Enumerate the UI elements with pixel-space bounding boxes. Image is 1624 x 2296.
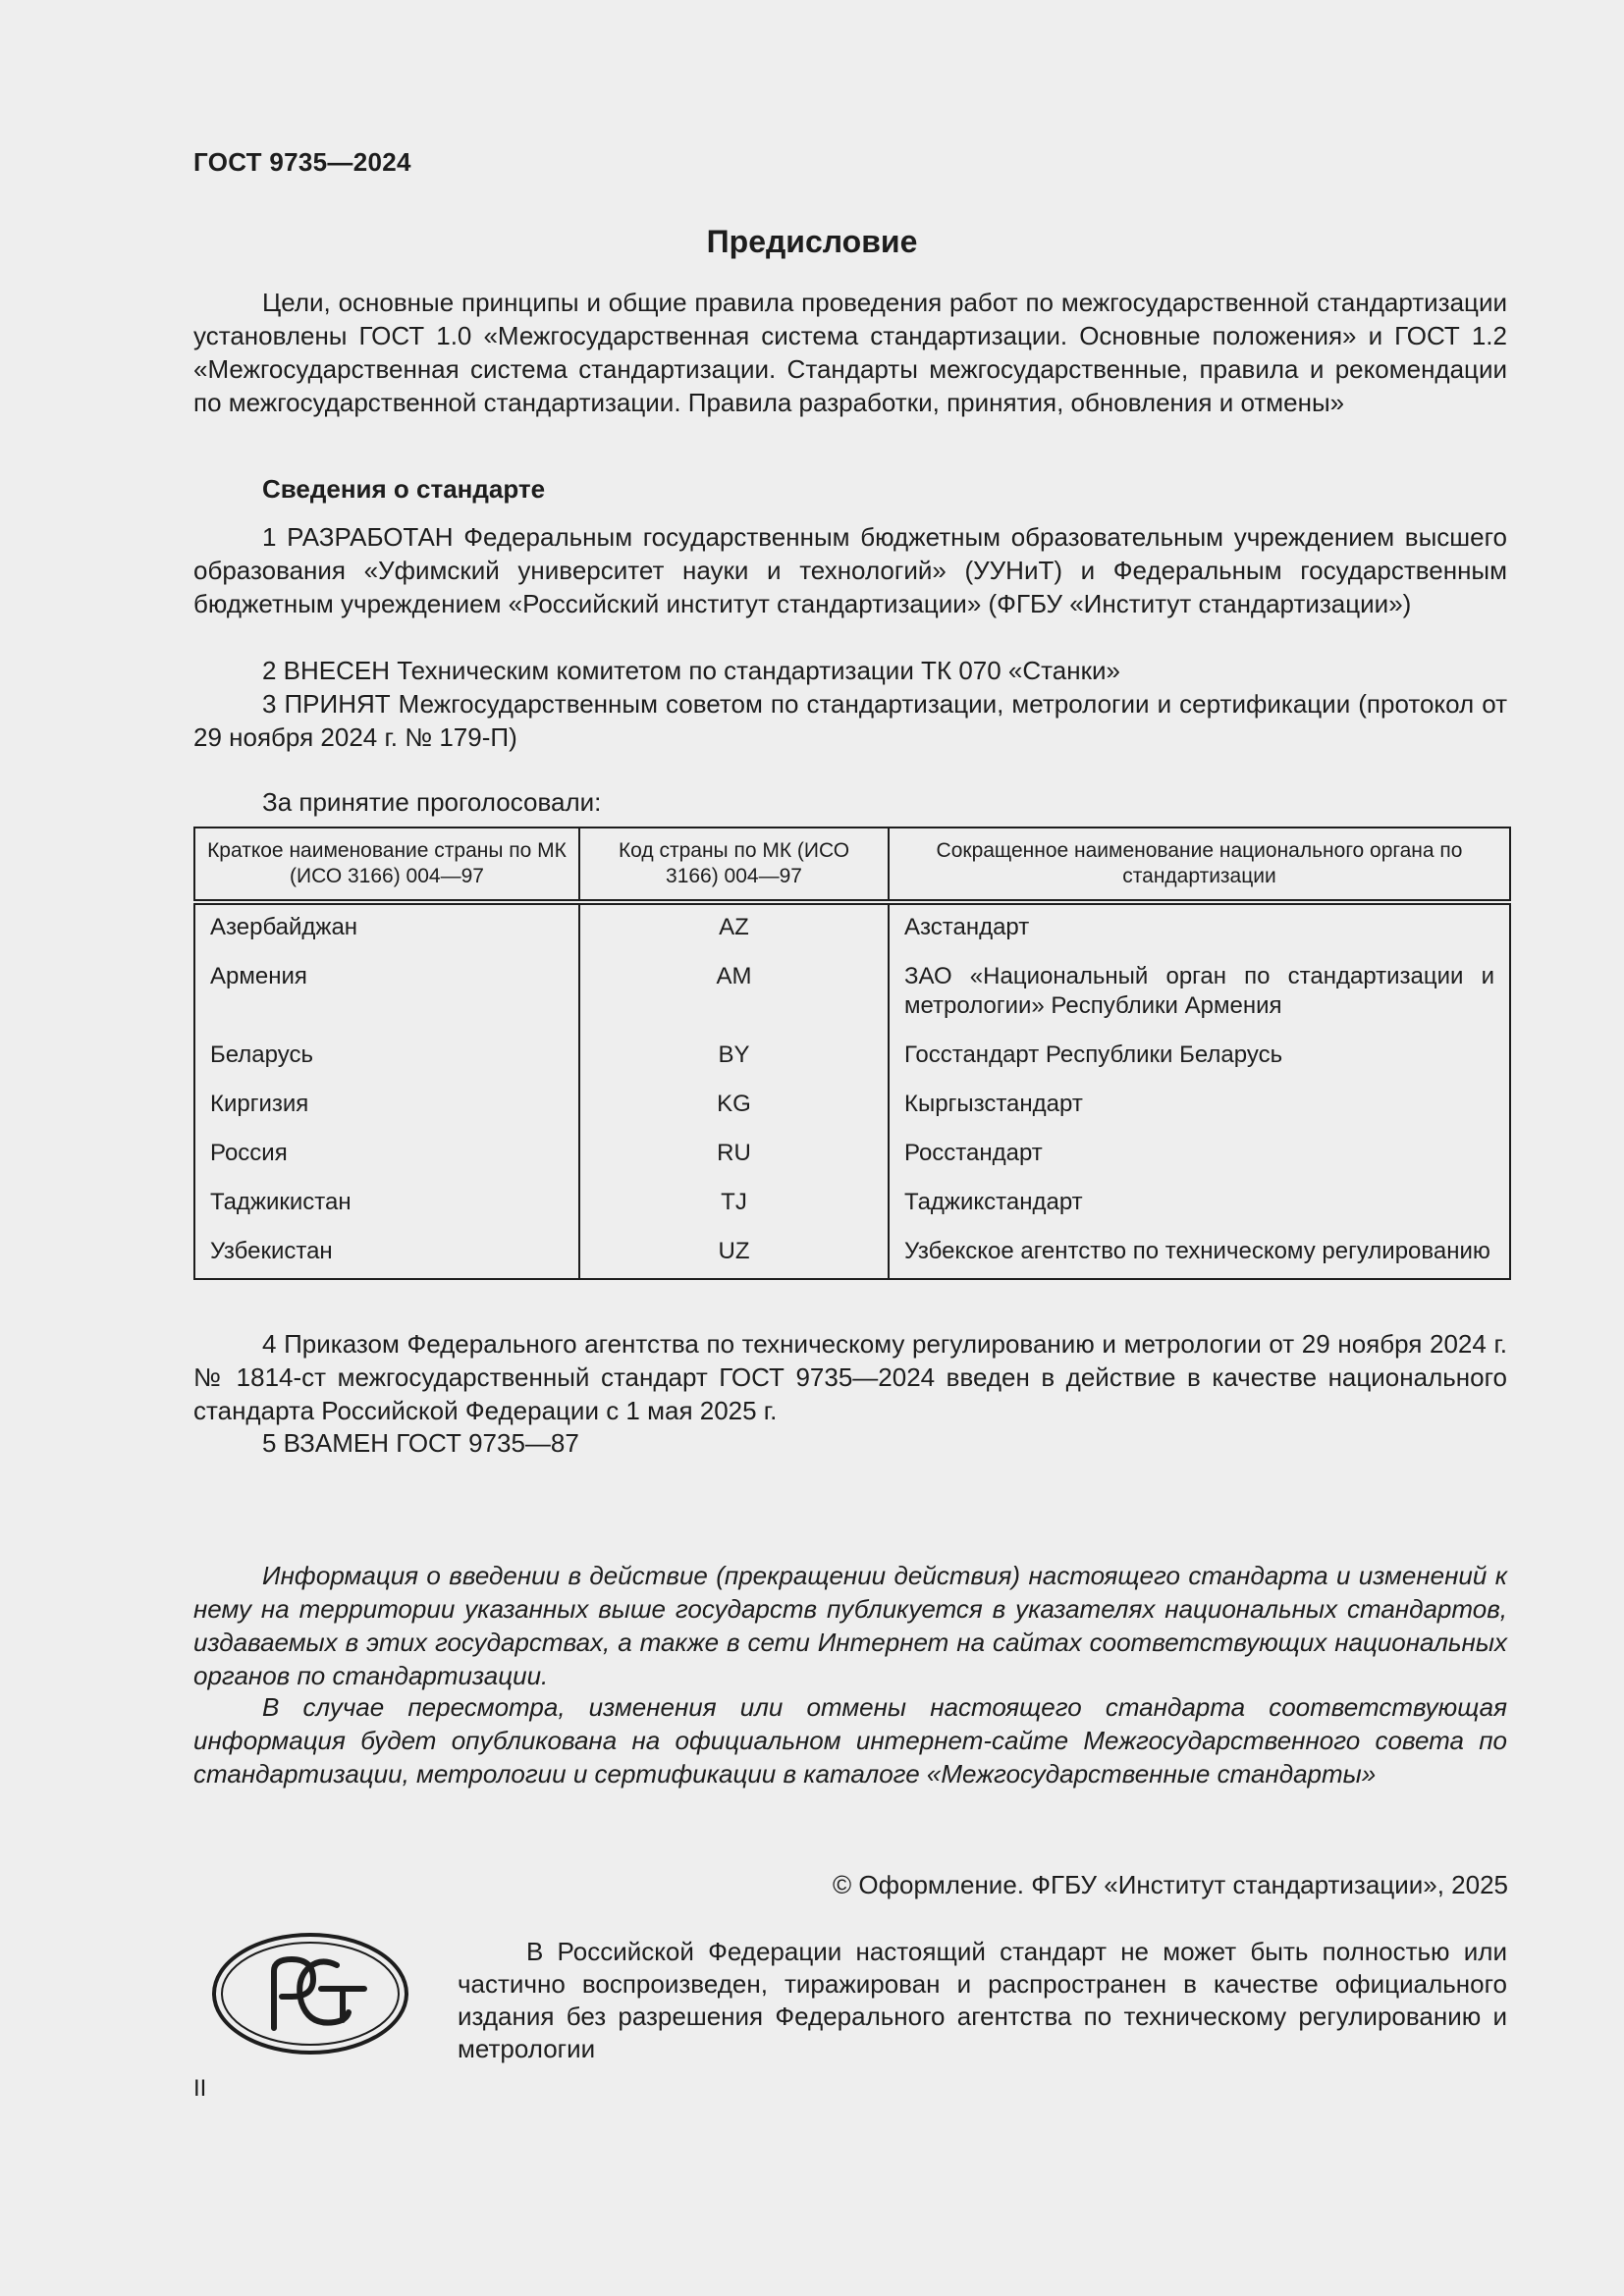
table-row: [194, 962, 1510, 1041]
cell-country: Таджикистан: [194, 1188, 579, 1237]
cell-code: UZ: [579, 1237, 889, 1279]
cell-national-body: Кыргызстандарт: [889, 1090, 1510, 1139]
header-national-body: Сокращенное наименование национального органа по стандартизации: [889, 828, 1510, 902]
cell-code: KG: [579, 1090, 889, 1139]
copyright-notice: В Российской Федерации настоящий стандарт не может быть полностью или частично воспроизведен, тиражирован и распространен в качестве официального издания без разрешения Федерального агентства по техническому регулированию и метрологии: [458, 1937, 1507, 2063]
preface-title: Предисловие: [706, 224, 918, 259]
table-row: [194, 1090, 1510, 1139]
voting-countries-table: [193, 827, 1511, 1280]
cell-code: RU: [579, 1139, 889, 1188]
header-code: Код страны по МК (ИСО 3166) 004—97: [579, 828, 889, 902]
cell-country: Азербайджан: [194, 902, 579, 962]
table-row: [194, 1139, 1510, 1188]
table-row: [194, 1237, 1510, 1279]
cell-code: BY: [579, 1041, 889, 1090]
cell-code: TJ: [579, 1188, 889, 1237]
table-header-row: [194, 828, 1510, 902]
cell-national-body: ЗАО «Национальный орган по стандартизации и метрологии» Республики Армения: [889, 962, 1510, 1041]
cell-country: Киргизия: [194, 1090, 579, 1139]
table-row: [194, 1188, 1510, 1237]
cell-country: Россия: [194, 1139, 579, 1188]
cell-national-body: Узбекское агентство по техническому регулированию: [889, 1237, 1510, 1279]
info-item-2: 2 ВНЕСЕН Техническим комитетом по стандартизации ТК 070 «Станки»: [262, 656, 1120, 685]
cell-national-body: Азстандарт: [889, 902, 1510, 962]
info-note-1: Информация о введении в действие (прекращении действия) настоящего стандарта и изменений к нему на территории указанных выше государств публикуется в указателях национальных стандартов, издаваемых в этих государствах, а также в сети Интернет на сайтах соответствующих национальных органов по стандартизации.: [193, 1561, 1507, 1690]
standard-info-heading: Сведения о стандарте: [262, 474, 546, 504]
info-item-5: 5 ВЗАМЕН ГОСТ 9735—87: [262, 1428, 579, 1458]
table-row: [194, 1041, 1510, 1090]
copyright-line: © Оформление. ФГБУ «Институт стандартизации», 2025: [833, 1870, 1508, 1899]
table-row: [194, 902, 1510, 962]
info-item-4: 4 Приказом Федерального агентства по техническому регулированию и метрологии от 29 ноября 2024 г. № 1814-ст межгосударственный стандарт ГОСТ 9735—2024 введен в действие в качестве национального стандарта Российской Федерации с 1 мая 2025 г.: [193, 1329, 1507, 1425]
cell-national-body: Росстандарт: [889, 1139, 1510, 1188]
cell-country: Узбекистан: [194, 1237, 579, 1279]
voted-label: За принятие проголосовали:: [262, 787, 602, 817]
rst-certification-mark-icon: [211, 1932, 409, 2056]
cell-country: Армения: [194, 962, 579, 1041]
preface-intro: Цели, основные принципы и общие правила проведения работ по межгосударственной стандартизации установлены ГОСТ 1.0 «Межгосударственная система стандартизации. Основные положения» и ГОСТ 1.2 «Межгосударственная система стандартизации. Стандарты межгосударственные, правила и рекомендации по межгосударственной стандартизации. Правила разработки, принятия, обновления и отмены»: [193, 288, 1507, 417]
cell-country: Беларусь: [194, 1041, 579, 1090]
page-number: II: [193, 2075, 207, 2102]
header-country: Краткое наименование страны по МК (ИСО 3166) 004—97: [194, 828, 579, 902]
info-item-3: 3 ПРИНЯТ Межгосударственным советом по стандартизации, метрологии и сертификации (протокол от 29 ноября 2024 г. № 179-П): [193, 689, 1507, 752]
cell-code: AZ: [579, 902, 889, 962]
cell-national-body: Госстандарт Республики Беларусь: [889, 1041, 1510, 1090]
cell-code: AM: [579, 962, 889, 1041]
cell-national-body: Таджикстандарт: [889, 1188, 1510, 1237]
info-note-2: В случае пересмотра, изменения или отмены настоящего стандарта соответствующая информация будет опубликована на официальном интернет-сайте Межгосударственного совета по стандартизации, метрологии и сертификации в каталоге «Межгосударственные стандарты»: [193, 1692, 1507, 1789]
document-code: ГОСТ 9735—2024: [193, 147, 411, 177]
info-item-1: 1 РАЗРАБОТАН Федеральным государственным бюджетным образовательным учреждением высшего образования «Уфимский университет науки и технологий» (УУНиТ) и Федеральным государственным бюджетным учреждением «Российский институт стандартизации» (ФГБУ «Институт стандартизации»): [193, 522, 1507, 618]
